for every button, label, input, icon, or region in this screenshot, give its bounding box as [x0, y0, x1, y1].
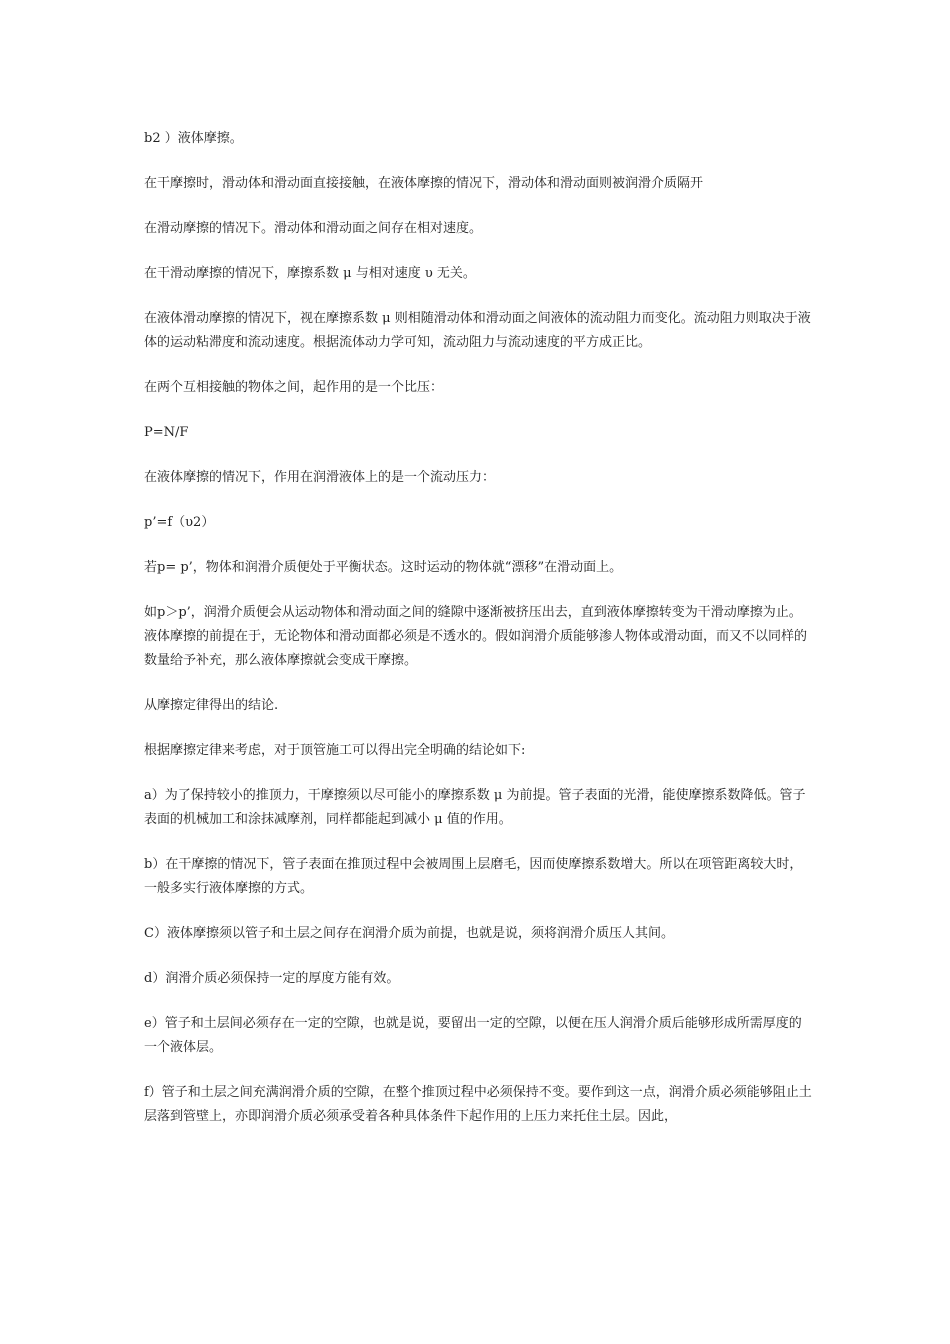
paragraph-dry-vs-liquid: 在干摩擦时，滑动体和滑动面直接接触，在液体摩擦的情况下，滑动体和滑动面则被润滑介质隔开 [144, 176, 704, 191]
paragraph-conclusion-c: C）液体摩擦须以管子和土层之间存在润滑介质为前提，也就是说，须将润滑介质压人其间。 [144, 926, 674, 941]
paragraph-dry-coefficient: 在干滑动摩擦的情况下，摩擦系数 μ 与相对速度 υ 无关。 [144, 266, 476, 281]
formula-p-equals-n-over-f: P=N/F [144, 425, 189, 440]
paragraph-conclusion-f: f）管子和土层之间充满润滑介质的空隙，在整个推顶过程中必须保持不变。要作到这一点，润滑介质必须能够阻止土层落到管壁上，亦即润滑介质必须承受着各种具体条件下起作用的上压力来托住土层。因此， [144, 1085, 812, 1124]
paragraph-liquid-coefficient: 在液体滑动摩擦的情况下，视在摩擦系数 μ 则相随滑动体和滑动面之间液体的流动阻力而变化。流动阻力则取决于液体的运动粘滞度和流动速度。根据流体动力学可知，流动阻力与流动速度的平方成正比。 [144, 311, 811, 350]
paragraph-equilibrium: 若p= p’，物体和润滑介质便处于平衡状态。这时运动的物体就“漂移”在滑动面上。 [144, 560, 623, 575]
document-body [144, 127, 814, 1150]
paragraph-conclusions-title: 从摩擦定律得出的结论. [144, 698, 279, 713]
paragraph-conclusion-a: a）为了保持较小的推顶力，干摩擦须以尽可能小的摩擦系数 μ 为前提。管子表面的光滑，能使摩擦系数降低。管子表面的机械加工和涂抹减摩剂，同样都能起到减小 μ 值的作用。 [144, 788, 806, 827]
paragraph-conclusion-d: d）润滑介质必须保持一定的厚度方能有效。 [144, 971, 400, 986]
paragraph-b2-heading: b2 ）液体摩擦。 [144, 131, 243, 146]
paragraph-squeeze-out: 如p＞p’，润滑介质便会从运动物体和滑动面之间的缝隙中逐渐被挤压出去，直到液体摩擦转变为干滑动摩擦为止。液体摩擦的前提在于，无论物体和滑动面都必须是不透水的。假如润滑介质能够渗人物体或滑动面，而又不以同样的数量给予补充，那么液体摩擦就会变成干摩擦。 [144, 605, 808, 668]
paragraph-relative-speed: 在滑动摩擦的情况下。滑动体和滑动面之间存在相对速度。 [144, 221, 483, 236]
paragraph-conclusions-intro: 根据摩擦定律来考虑，对于顶管施工可以得出完全明确的结论如下: [144, 743, 526, 758]
paragraph-conclusion-e: e）管子和土层间必须存在一定的空隙，也就是说，要留出一定的空隙，以便在压人润滑介质后能够形成所需厚度的一个液体层。 [144, 1016, 802, 1055]
paragraph-conclusion-b: b）在干摩擦的情况下，管子表面在推顶过程中会被周围上层磨毛，因而使摩擦系数增大。所以在项管距离较大时，一般多实行液体摩擦的方式。 [144, 857, 803, 896]
formula-flow-pressure: p’=f（υ2） [144, 515, 215, 530]
paragraph-flow-pressure: 在液体摩擦的情况下，作用在润滑液体上的是一个流动压力： [144, 470, 496, 485]
paragraph-specific-pressure: 在两个互相接触的物体之间，起作用的是一个比压： [144, 380, 444, 395]
